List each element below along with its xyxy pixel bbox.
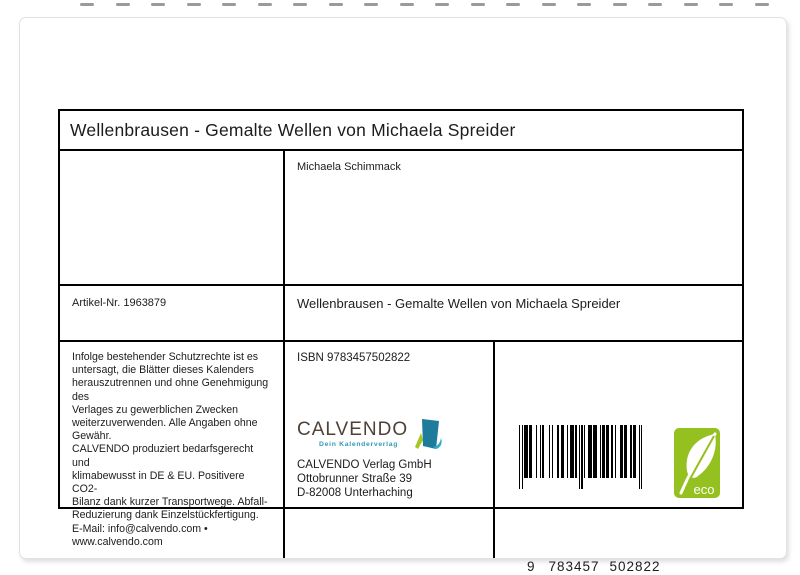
author-name: Michaela Schimmack	[285, 151, 742, 286]
barcode-digits: 9 783457 502822	[527, 559, 661, 574]
calendar-back-page	[19, 17, 787, 574]
barcode-cell	[495, 342, 742, 574]
calvendo-wordmark: CALVENDO	[297, 419, 409, 440]
isbn-label: ISBN 9783457502822	[297, 352, 411, 364]
eco-label: eco	[693, 482, 715, 497]
calvendo-logo	[297, 416, 443, 448]
calendar-title: Wellenbrausen - Gemalte Wellen von Michaela Spreider	[60, 111, 742, 151]
article-number: Artikel-Nr. 1963879	[60, 286, 285, 342]
calvendo-tagline: Dein Kalenderverlag	[319, 441, 399, 448]
ean-barcode	[519, 425, 661, 574]
publisher-address: CALVENDO Verlag GmbH Ottobrunner Straße 39 D-82008 Unterhaching	[297, 459, 432, 499]
calendar-subtitle: Wellenbrausen - Gemalte Wellen von Michaela Spreider	[285, 286, 742, 342]
empty-cell	[60, 151, 285, 286]
publisher-cell	[285, 342, 495, 558]
eco-badge	[674, 428, 720, 498]
binding-dashes	[80, 3, 769, 6]
info-table	[58, 109, 744, 574]
legal-text: Infolge bestehender Schutzrechte ist es untersagt, die Blätter dieses Kalenders herauszutrennen und ohne Genehmigung des Verlages zu gewerblichen Zwecken weiterzuverwenden. Alle Angaben ohne Gewähr. CALVENDO produziert bedarfsgerecht und klimabewusst in DE & EU. Positivere CO2- Bilanz dank kurzer Transportwege. Abfall- Reduzierung dank Einzelstückfertigung. E-Mail: info@calvendo.com • www.calvendo.com	[60, 342, 285, 558]
calvendo-logo-icon	[413, 416, 443, 452]
